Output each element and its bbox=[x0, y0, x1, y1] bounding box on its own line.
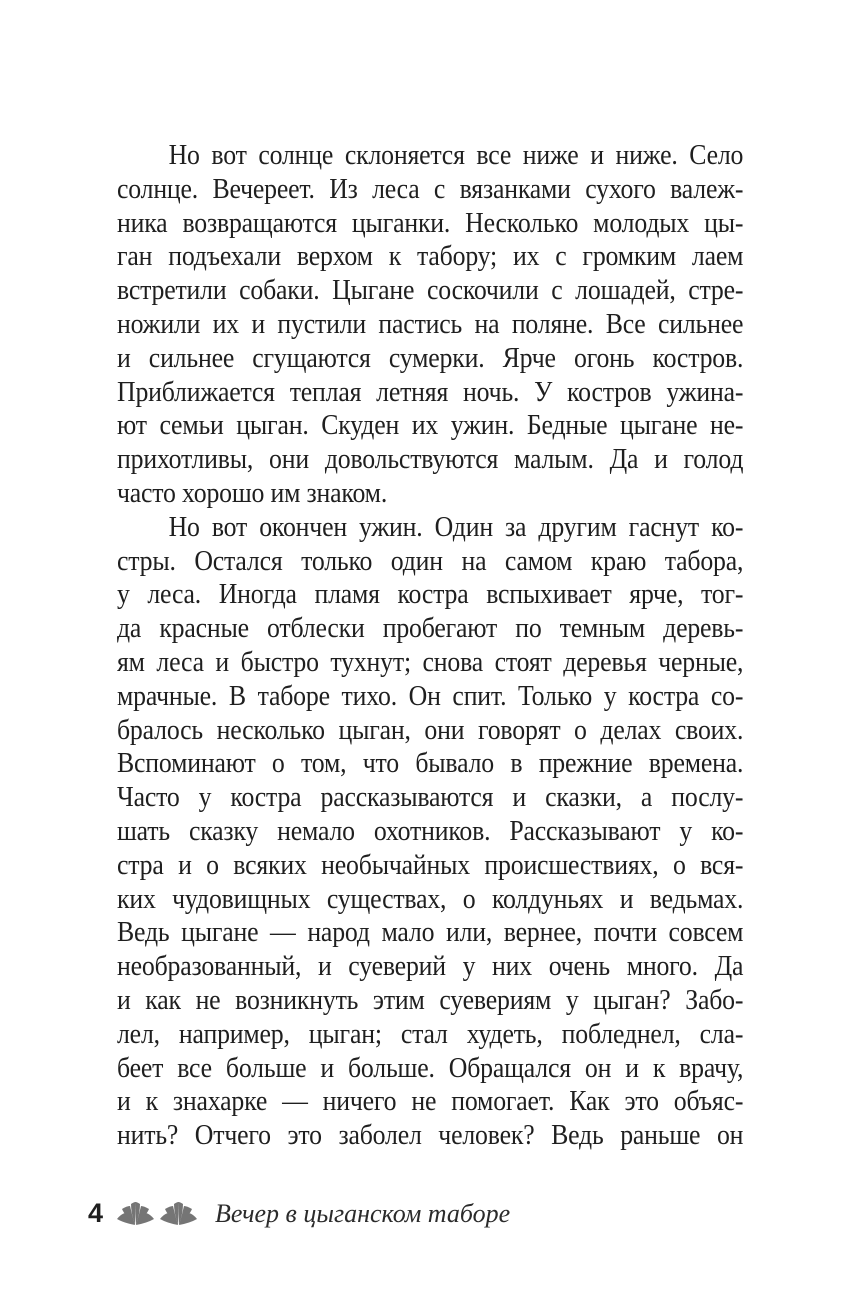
text-line: стры. Остался только один на самом краю табора, bbox=[117, 545, 744, 577]
text-line: ган подъехали верхом к табору; их с громким лаем bbox=[117, 241, 744, 273]
text-line: встретили собаки. Цыгане соскочили с лошадей, стре- bbox=[117, 275, 744, 307]
text-line: ножили их и пустили пастись на поляне. Все сильнее bbox=[117, 308, 744, 340]
text-line: Но вот окончен ужин. Один за другим гаснут ко- bbox=[168, 511, 744, 543]
paragraph bbox=[117, 511, 743, 1153]
text-line: у леса. Иногда пламя костра вспыхивает ярче, тог- bbox=[117, 579, 744, 611]
text-line: бралось несколько цыган, они говорят о делах своих. bbox=[117, 714, 744, 746]
text-line: беет все больше и больше. Обращался он и к врачу, bbox=[117, 1052, 744, 1084]
text-line: мрачные. В таборе тихо. Он спит. Только у костра со- bbox=[117, 680, 744, 712]
running-title: Вечер в цыганском таборе bbox=[215, 1198, 511, 1228]
text-line: Но вот солнце склоняется все ниже и ниже. Село bbox=[168, 140, 744, 171]
text-line: солнце. Вечереет. Из леса с вязанками сухого валеж- bbox=[117, 173, 744, 205]
text-line: стра и о всяких необычайных происшествиях, о вся- bbox=[117, 849, 744, 881]
text-line: нить? Отчего это заболел человек? Ведь раньше он bbox=[117, 1120, 744, 1152]
text-line: часто хорошо им знаком. bbox=[117, 477, 388, 509]
text-line: ника возвращаются цыганки. Несколько молодых цы- bbox=[117, 207, 744, 239]
paragraph bbox=[117, 139, 743, 511]
text-line: прихотливы, они довольствуются малым. Да и голод bbox=[117, 444, 744, 476]
text-line: и сильнее сгущаются сумерки. Ярче огонь костров. bbox=[117, 342, 744, 374]
text-line: Ведь цыгане — народ мало или, вернее, почти совсем bbox=[117, 917, 744, 949]
text-line: да красные отблески пробегают по темным деревь- bbox=[117, 613, 744, 645]
text-line: Вспоминают о том, что бывало в прежние времена. bbox=[117, 748, 744, 780]
text-line: Приближается теплая летняя ночь. У костров ужина- bbox=[117, 376, 744, 408]
text-line: лел, например, цыган; стал худеть, побледнел, сла- bbox=[117, 1018, 744, 1050]
page-footer bbox=[88, 1200, 510, 1227]
text-line: и как не возникнуть этим суевериям у цыган? Забо- bbox=[117, 984, 744, 1016]
text-line: необразованный, и суеверий у них очень много. Да bbox=[117, 951, 744, 983]
text-line: и к знахарке — ничего не помогает. Как это объяс- bbox=[117, 1086, 744, 1118]
text-line: ют семьи цыган. Скуден их ужин. Бедные цыгане не- bbox=[117, 410, 744, 442]
text-line: ких чудовищных существах, о колдуньях и ведьмах. bbox=[117, 883, 744, 915]
text-line: шать сказку немало охотников. Рассказывают у ко- bbox=[117, 815, 744, 847]
double-palm-leaf-ornament-icon bbox=[116, 1202, 198, 1226]
page-number: 4 bbox=[88, 1198, 104, 1228]
text-line: Часто у костра рассказываются и сказки, а послу- bbox=[117, 782, 744, 814]
text-line: ям леса и быстро тухнут; снова стоят деревья черные, bbox=[117, 646, 744, 678]
body-text bbox=[117, 139, 743, 1153]
